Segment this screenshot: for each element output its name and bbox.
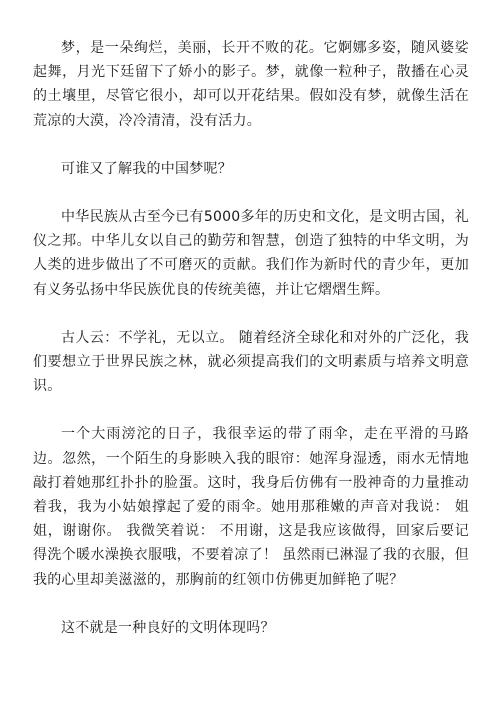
document-page [33,36,469,640]
paragraph-dream: 梦，是一朵绚烂，美丽，长开不败的花。它婀娜多姿，随风婆娑起舞，月光下廷留下了娇小的影子。梦，就像一粒种子，散播在心灵的土壤里，尽管它很小，却可以开花结果。假如没有梦，就像生活在荒凉的大漠，冷冷清清，没有活力。 [33,40,469,129]
paragraph-gap [33,592,469,616]
paragraph-gap [33,302,469,326]
paragraph-gap [33,181,469,205]
paragraph-gap [33,398,469,422]
paragraph-rainy-day: 一个大雨滂沱的日子，我很幸运的带了雨伞，走在平滑的马路边。忽然，一个陌生的身影映入我的眼帘：她浑身湿透，雨水无情地敲打着她那红扑扑的脸蛋。这时，我身后仿佛有一股神奇的力量推动着我，我为小姑娘撑起了爱的雨伞。她用那稚嫩的声音对我说： 姐姐，谢谢你。 我微笑着说： 不用谢，这是我应该做得，回家后要记得洗个暖水澡换衣服哦，不要着凉了！ 虽然雨已淋湿了我的衣服，但我的心里却美滋滋的，那胸前的红领巾仿佛更加鲜艳了呢？ [33,426,469,588]
paragraph-gap [33,133,469,157]
paragraph-question: 可谁又了解我的中国梦呢？ [61,160,232,177]
paragraph-ancient-saying: 古人云：不学礼，无以立。 随着经济全球化和对外的广泛化，我们要想立于世界民族之林，就必须提高我们的文明素质与培养文明意识。 [33,329,469,395]
paragraph-conclusion: 这不就是一种良好的文明体现吗？ [61,619,275,636]
paragraph-civilization: 中华民族从古至今已有5000多年的历史和文化，是文明古国，礼仪之邦。中华儿女以自己的勤劳和智慧，创造了独特的中华文明，为人类的进步做出了不可磨灭的贡献。我们作为新时代的青少年，更加有义务弘扬中华民族优良的传统美德，并让它熠熠生辉。 [33,209,469,298]
